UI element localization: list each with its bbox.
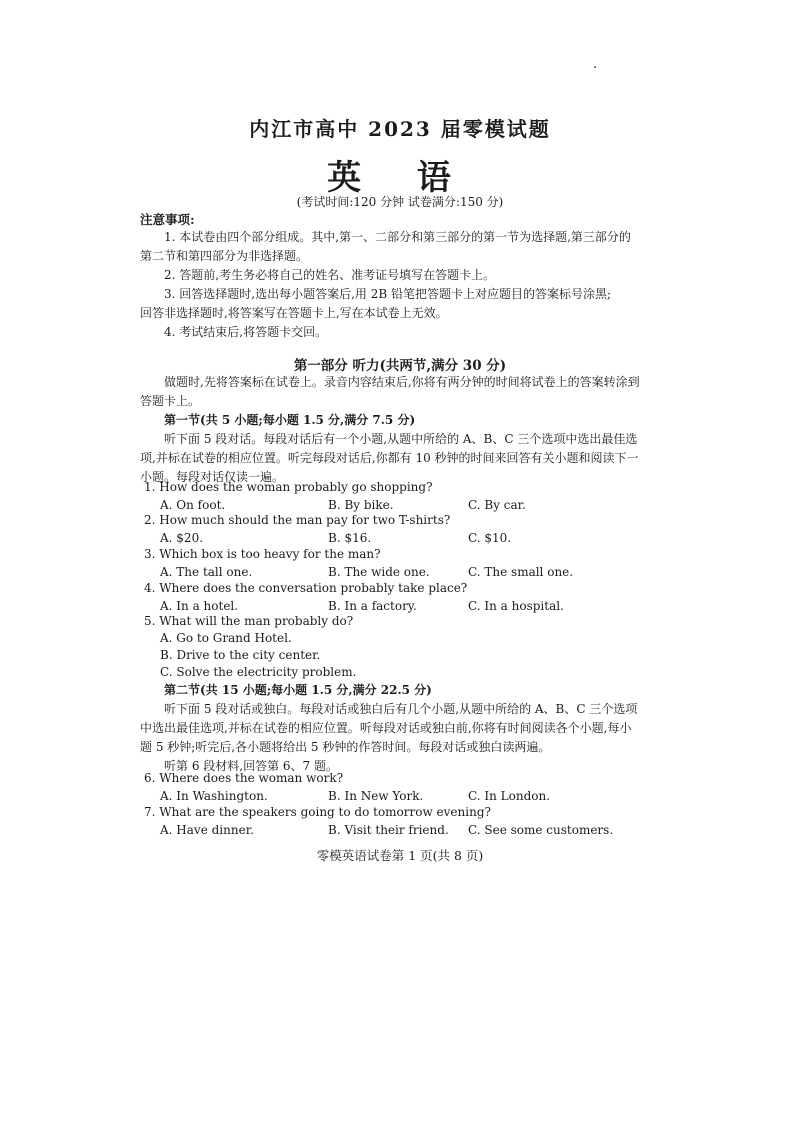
question-1	[144, 478, 624, 514]
option-c: C. In London.	[468, 789, 551, 803]
option-a: A. Have dinner.	[160, 823, 254, 837]
option-c: C. The small one.	[468, 565, 574, 579]
option-c: C. In a hospital.	[468, 599, 564, 613]
option-c: C. By car.	[468, 498, 526, 512]
part1-heading: 第一部分 听力(共两节,满分 30 分)	[293, 358, 507, 374]
question-4	[144, 579, 624, 615]
scan-speck	[594, 66, 596, 68]
option-c: C. $10.	[468, 531, 512, 545]
question-stem: 5. What will the man probably do?	[144, 614, 354, 628]
question-5	[144, 612, 624, 681]
options-row	[144, 821, 624, 839]
exam-title: 内江市高中 2023 届零模试题	[249, 117, 551, 141]
option-b: B. In a factory.	[328, 599, 417, 613]
option-b: B. By bike.	[328, 498, 394, 512]
notice-item: 回答非选择题时,将答案写在答题卡上,写在本试卷上无效。	[140, 306, 448, 320]
subject-title: 英 语	[327, 158, 473, 198]
question-stem: 7. What are the speakers going to do tomorrow evening?	[144, 805, 491, 819]
option-a: A. In Washington.	[160, 789, 268, 803]
option-c: C. Solve the electricity problem.	[160, 665, 357, 679]
section1-instructions: 听下面 5 段对话。每段对话后有一个小题,从题中所给的 A、B、C 三个选项中选出最佳选项,并标在试卷的相应位置。听完每段对话后,你都有 10 秒钟的时间来回答有关小题和阅读下一小题。每段对话仅读一遍。	[140, 432, 639, 484]
notice-item: 1. 本试卷由四个部分组成。其中,第一、二部分和第三部分的第一节为选择题,第三部分的第二节和第四部分为非选择题。	[140, 230, 631, 263]
material-note: 听第 6 段材料,回答第 6、7 题。	[164, 759, 338, 773]
notice-item: 4. 考试结束后,将答题卡交回。	[164, 325, 328, 339]
section2-instructions: 听下面 5 段对话或独白。每段对话或独白后有几个小题,从题中所给的 A、B、C 三个选项中选出最佳选项,并标在试卷的相应位置。听每段对话或独白前,你将有时间阅读各个小题,每小题 5 秒钟;听完后,各小题将给出 5 秒钟的作答时间。每段对话或独白读两遍。	[140, 702, 638, 754]
option-a: A. $20.	[160, 531, 204, 545]
notice-item: 2. 答题前,考生务必将自己的姓名、准考证号填写在答题卡上。	[164, 268, 496, 282]
option-a: A. The tall one.	[160, 565, 253, 579]
option-a: A. In a hotel.	[160, 599, 239, 613]
question-stem: 1. How does the woman probably go shopping?	[144, 480, 433, 494]
notice-heading: 注意事项:	[140, 212, 195, 227]
options-list	[144, 630, 624, 681]
question-stem: 6. Where does the woman work?	[144, 771, 344, 785]
section2-block	[140, 681, 640, 776]
option-b: B. In New York.	[328, 789, 424, 803]
option-b: B. The wide one.	[328, 565, 430, 579]
question-stem: 4. Where does the conversation probably take place?	[144, 581, 468, 595]
question-2	[144, 511, 624, 547]
notice-item: 3. 回答选择题时,选出每小题答案后,用 2B 铅笔把答题卡上对应题目的答案标号涂黑;	[164, 287, 612, 301]
question-7	[144, 803, 624, 839]
section2-heading: 第二节(共 15 小题;每小题 1.5 分,满分 22.5 分)	[164, 683, 432, 697]
question-6	[144, 769, 624, 805]
part1-intro-block	[140, 373, 640, 487]
notice-list	[140, 228, 640, 342]
option-b: B. Drive to the city center.	[160, 648, 321, 662]
option-a: A. Go to Grand Hotel.	[160, 631, 292, 645]
page-footer: 零模英语试卷第 1 页(共 8 页)	[316, 848, 484, 863]
part1-intro: 做题时,先将答案标在试卷上。录音内容结束后,你将有两分钟的时间将试卷上的答案转涂到答题卡上。	[140, 375, 640, 408]
option-b: B. $16.	[328, 531, 372, 545]
question-stem: 3. Which box is too heavy for the man?	[144, 547, 381, 561]
option-b: B. Visit their friend.	[328, 823, 449, 837]
question-stem: 2. How much should the man pay for two T-shirts?	[144, 513, 451, 527]
option-c: C. See some customers.	[468, 823, 614, 837]
option-a: A. On foot.	[160, 498, 226, 512]
question-3	[144, 545, 624, 581]
exam-info: (考试时间:120 分钟 试卷满分:150 分)	[296, 195, 504, 209]
section1-heading: 第一节(共 5 小题;每小题 1.5 分,满分 7.5 分)	[164, 413, 416, 427]
